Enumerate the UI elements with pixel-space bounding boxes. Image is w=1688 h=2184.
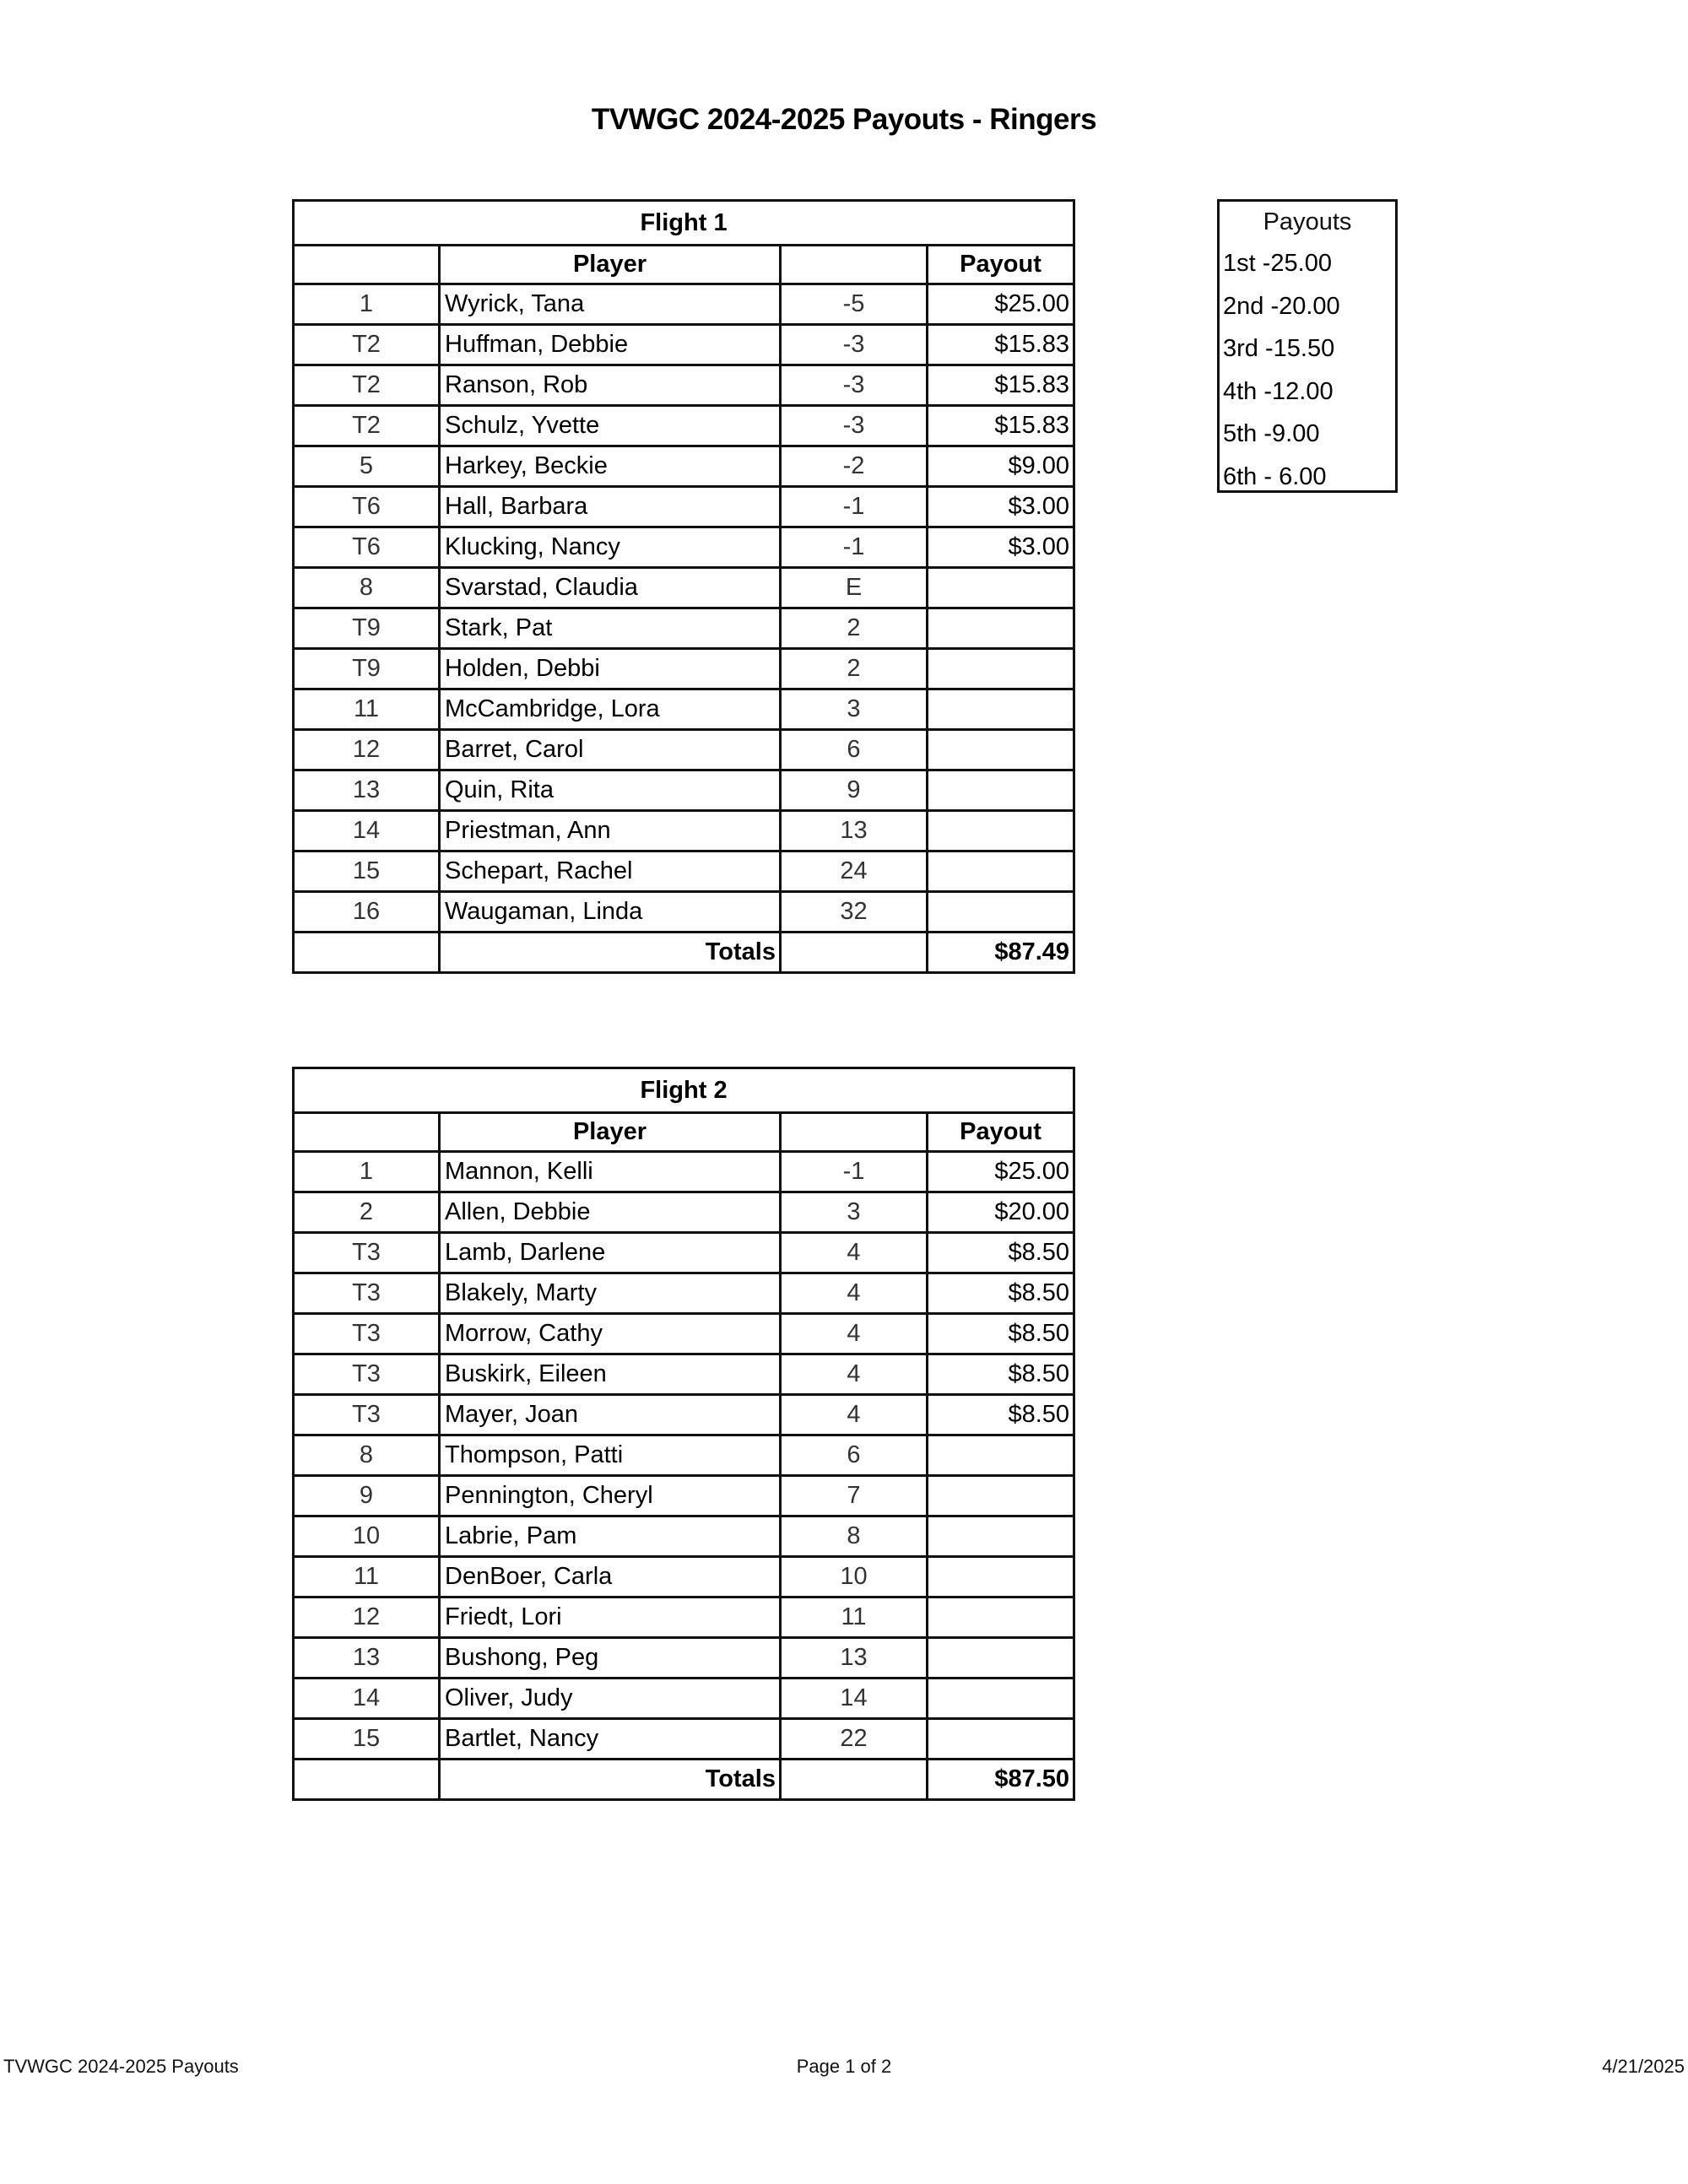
payout-cell: $8.50 <box>928 1233 1074 1273</box>
payout-cell: $15.83 <box>928 406 1074 446</box>
rank-cell: 1 <box>294 1152 440 1192</box>
payout-cell <box>928 811 1074 851</box>
table-row <box>294 1192 1074 1233</box>
payout-schedule-item: 5th -9.00 <box>1223 420 1320 447</box>
score-cell: E <box>781 568 928 608</box>
player-cell: Allen, Debbie <box>440 1192 781 1233</box>
payout-cell <box>928 1557 1074 1597</box>
score-cell: 13 <box>781 811 928 851</box>
header-player: Player <box>440 246 781 284</box>
rank-cell: 14 <box>294 1679 440 1719</box>
player-cell: Barret, Carol <box>440 730 781 770</box>
score-cell: 9 <box>781 770 928 811</box>
player-cell: McCambridge, Lora <box>440 689 781 730</box>
rank-cell: 8 <box>294 568 440 608</box>
rank-cell: 11 <box>294 1557 440 1597</box>
header-rank <box>294 246 440 284</box>
score-cell: 2 <box>781 608 928 649</box>
totals-label: Totals <box>440 1760 781 1800</box>
header-player: Player <box>440 1113 781 1152</box>
payout-cell <box>928 770 1074 811</box>
payout-cell: $3.00 <box>928 487 1074 527</box>
table-row <box>294 568 1074 608</box>
rank-cell: 11 <box>294 689 440 730</box>
payout-schedule-item: 4th -12.00 <box>1223 377 1334 405</box>
table-row <box>294 1679 1074 1719</box>
player-cell: Morrow, Cathy <box>440 1314 781 1354</box>
table-row <box>294 284 1074 325</box>
totals-empty <box>294 933 440 973</box>
score-cell: 4 <box>781 1395 928 1435</box>
player-cell: Bushong, Peg <box>440 1638 781 1679</box>
rank-cell: T9 <box>294 608 440 649</box>
page-title: TVWGC 2024-2025 Payouts - Ringers <box>591 103 1097 136</box>
table-row <box>294 1435 1074 1476</box>
column-headers <box>294 246 1074 284</box>
table-row <box>294 811 1074 851</box>
score-cell: -2 <box>781 446 928 487</box>
score-cell: 4 <box>781 1354 928 1395</box>
table-row <box>294 325 1074 365</box>
payout-cell: $8.50 <box>928 1273 1074 1314</box>
score-cell: 6 <box>781 730 928 770</box>
payout-cell <box>928 568 1074 608</box>
totals-amount: $87.50 <box>928 1760 1074 1800</box>
player-cell: Klucking, Nancy <box>440 527 781 568</box>
player-cell: DenBoer, Carla <box>440 1557 781 1597</box>
table-row <box>294 1314 1074 1354</box>
player-cell: Schepart, Rachel <box>440 851 781 892</box>
flight-1-table <box>292 199 1075 974</box>
score-cell: 11 <box>781 1597 928 1638</box>
payout-cell <box>928 608 1074 649</box>
player-cell: Hall, Barbara <box>440 487 781 527</box>
header-score <box>781 1113 928 1152</box>
rank-cell: T2 <box>294 365 440 406</box>
flight-title: Flight 2 <box>294 1068 1074 1113</box>
score-cell: -1 <box>781 487 928 527</box>
totals-empty <box>294 1760 440 1800</box>
payout-cell: $3.00 <box>928 527 1074 568</box>
player-cell: Buskirk, Eileen <box>440 1354 781 1395</box>
player-cell: Mayer, Joan <box>440 1395 781 1435</box>
payout-schedule-box <box>1217 199 1398 493</box>
player-cell: Pennington, Cheryl <box>440 1476 781 1516</box>
payout-cell: $15.83 <box>928 365 1074 406</box>
rank-cell: 8 <box>294 1435 440 1476</box>
rank-cell: T3 <box>294 1314 440 1354</box>
payout-cell <box>928 1597 1074 1638</box>
table-row <box>294 406 1074 446</box>
table-row <box>294 1638 1074 1679</box>
table-row <box>294 1273 1074 1314</box>
score-cell: 32 <box>781 892 928 933</box>
payout-schedule-item: 2nd -20.00 <box>1223 292 1340 320</box>
rank-cell: 14 <box>294 811 440 851</box>
score-cell: 13 <box>781 1638 928 1679</box>
table-row <box>294 1719 1074 1760</box>
rank-cell: 12 <box>294 730 440 770</box>
payout-cell: $15.83 <box>928 325 1074 365</box>
rank-cell: 13 <box>294 770 440 811</box>
score-cell: -3 <box>781 365 928 406</box>
table-row <box>294 649 1074 689</box>
player-cell: Bartlet, Nancy <box>440 1719 781 1760</box>
totals-row <box>294 1760 1074 1800</box>
table-row <box>294 487 1074 527</box>
rank-cell: 1 <box>294 284 440 325</box>
player-cell: Ranson, Rob <box>440 365 781 406</box>
header-rank <box>294 1113 440 1152</box>
payout-cell <box>928 1435 1074 1476</box>
payout-schedule-item: 6th - 6.00 <box>1223 462 1327 490</box>
rank-cell: 12 <box>294 1597 440 1638</box>
rank-cell: T6 <box>294 527 440 568</box>
player-cell: Quin, Rita <box>440 770 781 811</box>
flight-title: Flight 1 <box>294 201 1074 246</box>
payout-cell: $25.00 <box>928 284 1074 325</box>
table-row <box>294 608 1074 649</box>
player-cell: Thompson, Patti <box>440 1435 781 1476</box>
table-row <box>294 851 1074 892</box>
totals-amount: $87.49 <box>928 933 1074 973</box>
payout-cell <box>928 1476 1074 1516</box>
payout-schedule-item: 1st -25.00 <box>1223 250 1332 277</box>
payout-schedule-title: Payouts <box>1263 208 1352 235</box>
payout-cell <box>928 689 1074 730</box>
payout-cell <box>928 730 1074 770</box>
rank-cell: T6 <box>294 487 440 527</box>
score-cell: 7 <box>781 1476 928 1516</box>
player-cell: Oliver, Judy <box>440 1679 781 1719</box>
score-cell: 4 <box>781 1314 928 1354</box>
score-cell: 3 <box>781 1192 928 1233</box>
payout-cell: $8.50 <box>928 1314 1074 1354</box>
rank-cell: 5 <box>294 446 440 487</box>
player-cell: Wyrick, Tana <box>440 284 781 325</box>
payout-cell <box>928 649 1074 689</box>
payout-schedule-item: 3rd -15.50 <box>1223 335 1335 362</box>
player-cell: Schulz, Yvette <box>440 406 781 446</box>
payout-cell: $8.50 <box>928 1354 1074 1395</box>
player-cell: Waugaman, Linda <box>440 892 781 933</box>
rank-cell: 9 <box>294 1476 440 1516</box>
score-cell: 14 <box>781 1679 928 1719</box>
table-row <box>294 1557 1074 1597</box>
header-payout: Payout <box>928 246 1074 284</box>
footer-left: TVWGC 2024-2025 Payouts <box>3 2056 239 2077</box>
table-row <box>294 1152 1074 1192</box>
score-cell: -3 <box>781 325 928 365</box>
totals-empty <box>781 1760 928 1800</box>
rank-cell: T3 <box>294 1273 440 1314</box>
payout-cell: $25.00 <box>928 1152 1074 1192</box>
table-row <box>294 1597 1074 1638</box>
score-cell: 3 <box>781 689 928 730</box>
rank-cell: T2 <box>294 325 440 365</box>
totals-label: Totals <box>440 933 781 973</box>
player-cell: Blakely, Marty <box>440 1273 781 1314</box>
table-row <box>294 689 1074 730</box>
player-cell: Friedt, Lori <box>440 1597 781 1638</box>
header-payout: Payout <box>928 1113 1074 1152</box>
player-cell: Lamb, Darlene <box>440 1233 781 1273</box>
payout-cell <box>928 1719 1074 1760</box>
table-row <box>294 446 1074 487</box>
score-cell: 10 <box>781 1557 928 1597</box>
score-cell: 4 <box>781 1233 928 1273</box>
payout-cell: $9.00 <box>928 446 1074 487</box>
flight-2-table <box>292 1067 1075 1801</box>
score-cell: -1 <box>781 527 928 568</box>
rank-cell: T2 <box>294 406 440 446</box>
table-row <box>294 1354 1074 1395</box>
table-row <box>294 1395 1074 1435</box>
rank-cell: T9 <box>294 649 440 689</box>
player-cell: Priestman, Ann <box>440 811 781 851</box>
table-row <box>294 730 1074 770</box>
rank-cell: T3 <box>294 1233 440 1273</box>
player-cell: Huffman, Debbie <box>440 325 781 365</box>
table-row <box>294 1476 1074 1516</box>
column-headers <box>294 1113 1074 1152</box>
payout-cell: $8.50 <box>928 1395 1074 1435</box>
score-cell: 8 <box>781 1516 928 1557</box>
player-cell: Stark, Pat <box>440 608 781 649</box>
player-cell: Mannon, Kelli <box>440 1152 781 1192</box>
score-cell: 2 <box>781 649 928 689</box>
table-row <box>294 1516 1074 1557</box>
table-row <box>294 1233 1074 1273</box>
payout-cell: $20.00 <box>928 1192 1074 1233</box>
totals-empty <box>781 933 928 973</box>
table-row <box>294 892 1074 933</box>
score-cell: -3 <box>781 406 928 446</box>
player-cell: Harkey, Beckie <box>440 446 781 487</box>
score-cell: 22 <box>781 1719 928 1760</box>
table-row <box>294 365 1074 406</box>
payout-cell <box>928 892 1074 933</box>
rank-cell: 15 <box>294 1719 440 1760</box>
rank-cell: 15 <box>294 851 440 892</box>
player-cell: Svarstad, Claudia <box>440 568 781 608</box>
totals-row <box>294 933 1074 973</box>
table-row <box>294 770 1074 811</box>
player-cell: Holden, Debbi <box>440 649 781 689</box>
payout-cell <box>928 851 1074 892</box>
score-cell: 6 <box>781 1435 928 1476</box>
score-cell: -1 <box>781 1152 928 1192</box>
rank-cell: 13 <box>294 1638 440 1679</box>
payout-cell <box>928 1679 1074 1719</box>
footer-page-number: Page 1 of 2 <box>796 2056 892 2077</box>
footer-date: 4/21/2025 <box>1602 2056 1685 2077</box>
rank-cell: 10 <box>294 1516 440 1557</box>
player-cell: Labrie, Pam <box>440 1516 781 1557</box>
payout-cell <box>928 1638 1074 1679</box>
rank-cell: 16 <box>294 892 440 933</box>
header-score <box>781 246 928 284</box>
rank-cell: 2 <box>294 1192 440 1233</box>
table-row <box>294 527 1074 568</box>
score-cell: -5 <box>781 284 928 325</box>
score-cell: 24 <box>781 851 928 892</box>
payout-cell <box>928 1516 1074 1557</box>
rank-cell: T3 <box>294 1395 440 1435</box>
score-cell: 4 <box>781 1273 928 1314</box>
rank-cell: T3 <box>294 1354 440 1395</box>
